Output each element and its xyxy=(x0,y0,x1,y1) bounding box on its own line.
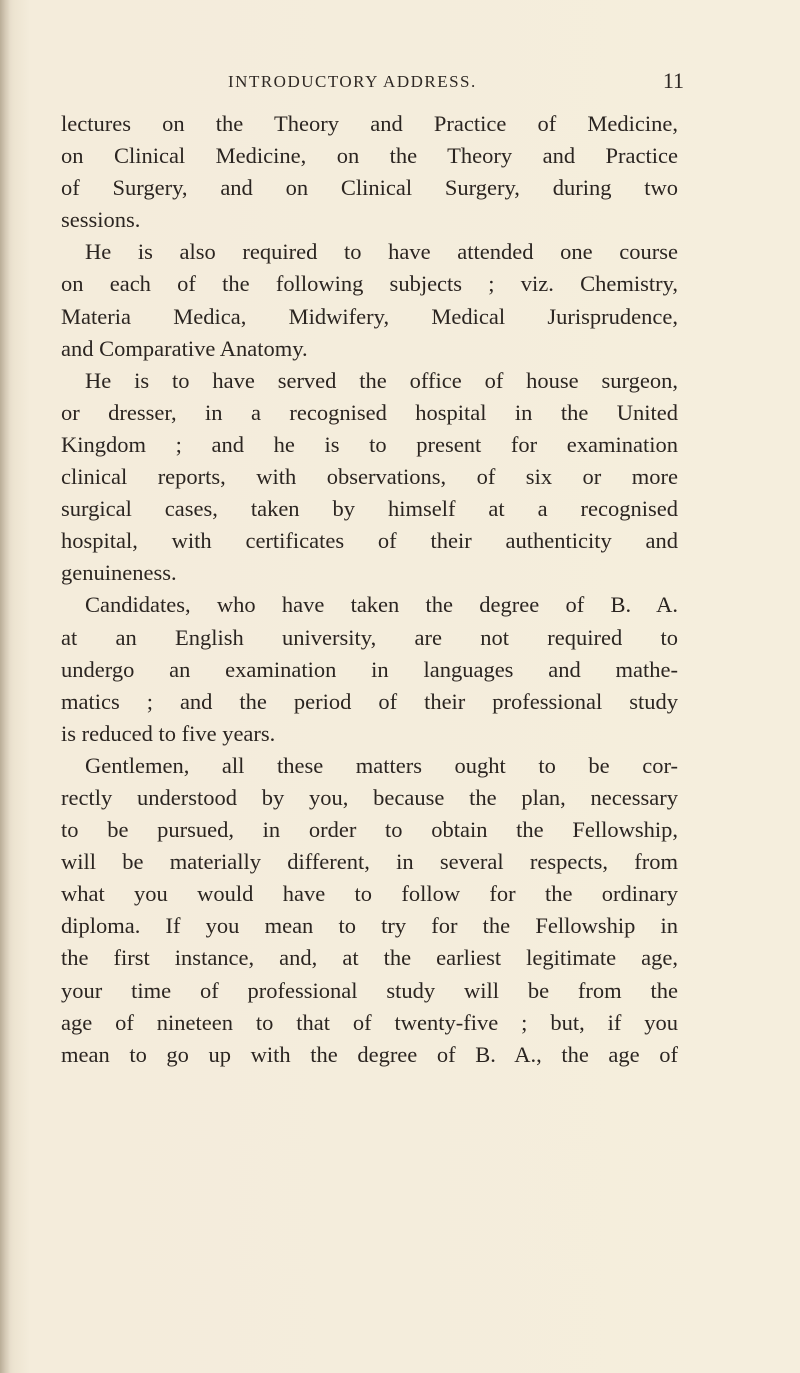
text-line: lectures on the Theory and Practice of Medicine, xyxy=(61,111,678,136)
text-line: and Comparative Anatomy. xyxy=(61,335,308,361)
text-line: will be materially different, in several respects, from xyxy=(61,849,678,875)
text-line: mean to go up with the degree of B. A., the age of xyxy=(61,1041,678,1067)
text-line: Kingdom ; and he is to present for examination xyxy=(61,431,678,457)
text-line: Materia Medica, Midwifery, Medical Jurisprudence, xyxy=(61,303,678,329)
text-line: of Surgery, and on Clinical Surgery, during two xyxy=(61,175,678,201)
running-head xyxy=(60,68,700,102)
text-line: matics ; and the period of their professional study xyxy=(61,688,678,714)
text-line: He is to have served the office of house surgeon, xyxy=(85,367,678,393)
text-line: undergo an examination in languages and mathe- xyxy=(61,656,678,682)
text-line: what you would have to follow for the ordinary xyxy=(61,881,678,907)
text-line: your time of professional study will be from the xyxy=(61,977,678,1003)
text-line: on each of the following subjects ; viz. Chemistry, xyxy=(61,271,678,297)
text-line: is reduced to five years. xyxy=(61,720,276,746)
text-line: Candidates, who have taken the degree of B. A. xyxy=(85,592,678,618)
binding-gutter-shadow xyxy=(0,0,10,1373)
text-line: on Clinical Medicine, on the Theory and Practice xyxy=(61,143,678,169)
text-line: clinical reports, with observations, of six or more xyxy=(61,464,678,490)
body-text xyxy=(61,108,678,1071)
text-line: surgical cases, taken by himself at a recognised xyxy=(61,496,678,522)
text-line: to be pursued, in order to obtain the Fellowship, xyxy=(61,817,678,843)
text-line: or dresser, in a recognised hospital in the United xyxy=(61,399,678,425)
text-line: at an English university, are not required to xyxy=(61,624,678,650)
text-line: hospital, with certificates of their authenticity and xyxy=(61,528,678,554)
text-line: Gentlemen, all these matters ought to be cor- xyxy=(85,752,678,778)
running-title: INTRODUCTORY ADDRESS. xyxy=(228,72,477,91)
text-line: sessions. xyxy=(61,207,141,233)
page-number: 11 xyxy=(662,68,684,93)
text-line: age of nineteen to that of twenty-five ; but, if you xyxy=(61,1009,678,1035)
text-line: rectly understood by you, because the plan, necessary xyxy=(61,784,678,810)
text-line: diploma. If you mean to try for the Fellowship in xyxy=(61,913,678,939)
text-line: the first instance, and, at the earliest legitimate age, xyxy=(61,945,678,971)
text-line: genuineness. xyxy=(61,560,177,586)
text-line: He is also required to have attended one course xyxy=(85,239,678,265)
